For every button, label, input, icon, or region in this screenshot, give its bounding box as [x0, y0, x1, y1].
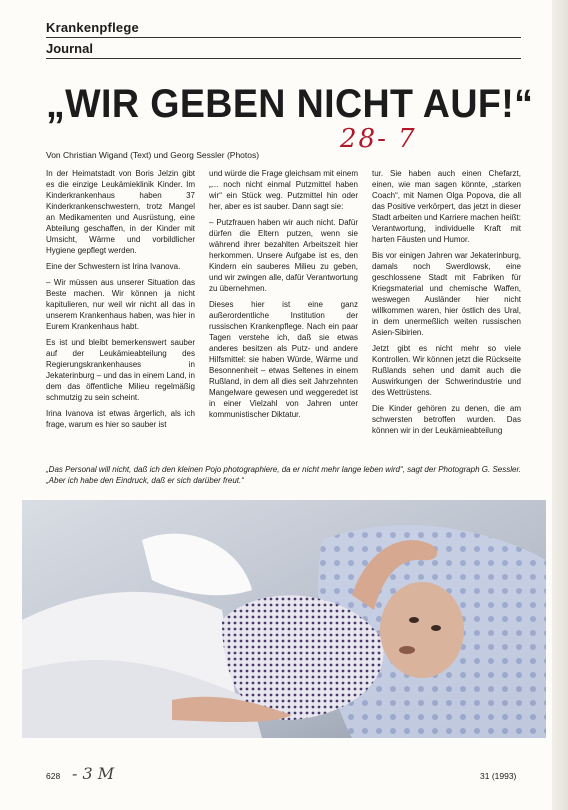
photo-caption: „Das Personal will nicht, daß ich den kleinen Pojo photographiere, da er nicht mehr lange leben wird“, sagt der Photograph G. Sessler. „Aber ich habe den Eindruck, daß er sich darüber freut.“ — [46, 465, 522, 485]
paragraph: – Putzfrauen haben wir auch nicht. Dafür dürfen die Eltern putzen, wenn sie während ihrer bezahlten Arbeitszeit hier herkommen. Unsere Aufgabe ist es, den Kindern ein sauberes Milieu zu geben, und wir zwingen alle, dafür Verantwortung zu übernehmen. — [209, 218, 358, 293]
text-column-3 — [372, 168, 521, 458]
paragraph: Jetzt gibt es nicht mehr so viele Kontrollen. Wir können jetzt die Rückseite Rußlands sehen und damit auch die Auswirkungen der Schwerindustrie und des Wettrüstens. — [372, 344, 521, 397]
article-headline: „WIR GEBEN NICHT AUF!“ — [46, 82, 534, 126]
photo-illustration — [22, 500, 546, 738]
paragraph: In der Heimatstadt von Boris Jelzin gibt es die einzige Leukämieklinik Kinder. Im Kinderkrankenhaus haben 37 Kinderkrankenschwestern, trotz Mangel an Medikamenten und Ausrüstung, eine Abteilung geschaffen, in der Kinder mit Umsicht, Wärme und vorbildlicher Hygiene gepflegt werden. — [46, 169, 195, 255]
paragraph: – Wir müssen aus unserer Situation das Beste machen. Wir können ja nicht kapitulieren, nur weil wir nicht all das in unserem Krankenhaus haben, was hier in Eurem Krankenhaus habt. — [46, 278, 195, 331]
paragraph: Dieses hier ist eine ganz außerordentliche Institution der russischen Krankenpflege. Nach ein paar Tagen verstehe ich, daß sie etwas anderes besitzen als Putz- und andere Hilfsmittel: sie haben Würde, Wärme und Besonnenheit – etwas Seltenes in einem Rußland, in dem all dies seit Jahrzehnten Mangelware gewesen und weggeredet ist in einer Vielzahl von Jahren unter kommunistischer Diktatur. — [209, 300, 358, 419]
page-edge — [552, 0, 568, 810]
article-body — [46, 168, 522, 458]
paragraph: Es ist und bleibt bemerkenswert sauber auf der Leukämieabteilung des Regierungskrankenhauses in Jekaterinburg – und das in einem Land, in dem das öffentliche Milieu regelmäßig schmutzig zu sein scheint. — [46, 338, 195, 402]
paragraph: tur. Sie haben auch einen Chefarzt, einen, wie man sagen könnte, „starken Coach“, mit Namen Olga Popova, die all das Positive verkörpert, das jetzt in dieser Stadt arbeiten und Karriere machen heißt: Verantwortung, individuelle Kraft mit harten Fäusten und Humor. — [372, 169, 521, 244]
paragraph: Eine der Schwestern ist Irina Ivanova. — [46, 262, 181, 271]
header-rule — [46, 37, 521, 38]
issue-number: 31 (1993) — [480, 771, 517, 781]
article-byline: Von Christian Wigand (Text) und Georg Sessler (Photos) — [46, 150, 260, 160]
page-header — [46, 20, 521, 59]
page-number: 628 — [46, 771, 61, 781]
paragraph: Die Kinder gehören zu denen, die am schwersten betroffen wurden. Das können wir in der Leukämieabteilung — [372, 404, 521, 435]
text-column-2 — [209, 168, 358, 458]
section-label: Krankenpflege — [46, 20, 139, 35]
text-column-1 — [46, 168, 195, 458]
paragraph: Bis vor einigen Jahren war Jekaterinburg, damals noch Swerdlowsk, eine geschlossene Stadt mit Fabriken für Kriegsmaterial und chemische Waffen, weswegen Ausländer hier nicht willkommen waren, hier östlich des Ural, in dem unermeßlich weiten russischen Asien-Sibirien. — [372, 251, 521, 337]
footer-handwriting: - 3 M — [72, 764, 115, 783]
paragraph: Irina Ivanova ist etwas ärgerlich, als ich frage, warum es hier so sauber ist — [46, 409, 195, 429]
journal-label: Journal — [46, 41, 93, 56]
handwritten-note: 28- 7 — [340, 124, 417, 154]
article-photo — [22, 500, 546, 738]
header-rule-lower — [46, 58, 521, 59]
paragraph: und würde die Frage gleichsam mit einem „... noch nicht einmal Putzmittel haben wir“ ein Stück weg. Putzmittel hin oder her, aber es ist sauber. Dann sagt sie: — [209, 169, 358, 211]
